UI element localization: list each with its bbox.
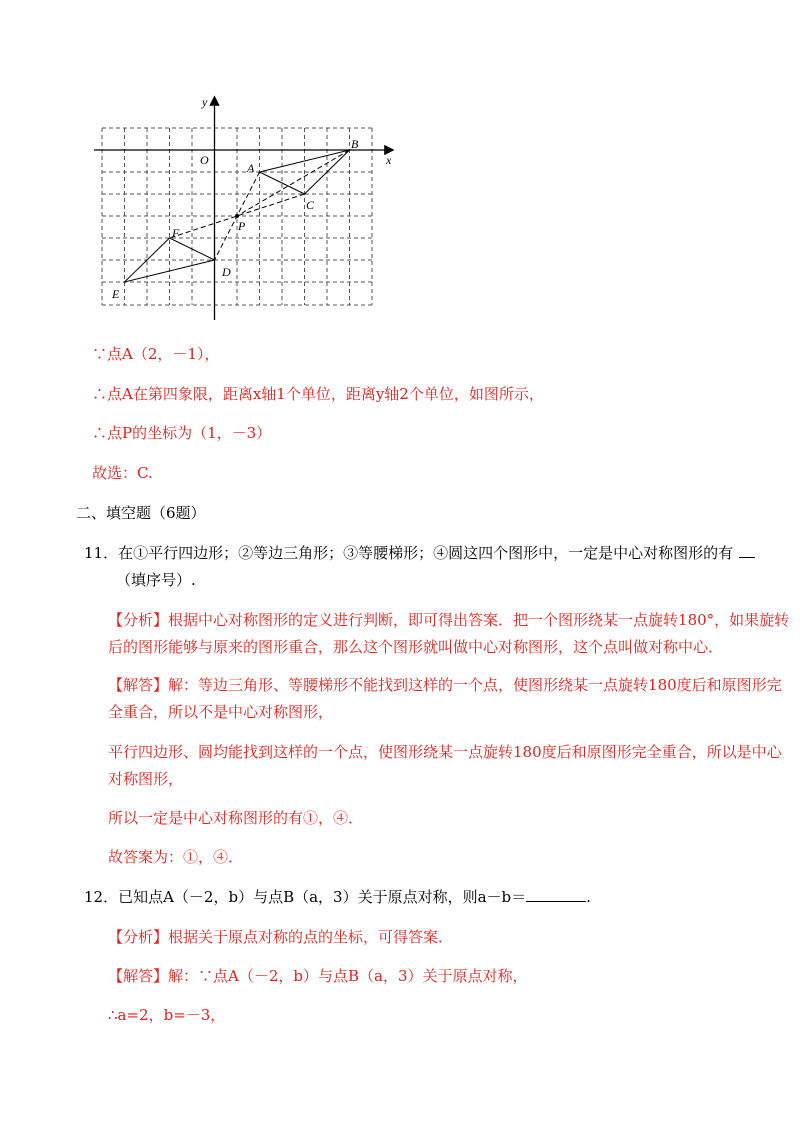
solution10-line2: ∴点A在第四象限，距离x轴1个单位，距离y轴2个单位，如图所示， [92,385,544,403]
origin-label: O [200,153,209,167]
label-a: A [247,161,255,175]
section-title: 二、填空题（6题） [76,504,206,522]
q11-text2: （填序号）. [116,571,196,589]
q11-analysis-text1: 根据中心对称图形的定义进行判断，即可得出答案．把一个图形绕某一点旋转180°，如果旋转 [168,611,790,629]
q11-answer-blank [739,556,755,558]
solution10-line1: ∵点A（2，－1）， [92,345,220,363]
label-d: D [222,265,231,279]
q11-answer-text1: 解：等边三角形、等腰梯形不能找到这样的一个点，使图形绕某一点旋转180度后和原图形完 [168,676,782,694]
q12-analysis-line1 [108,927,453,947]
q12-analysis-text1: 根据关于原点对称的点的坐标，可得答案． [168,928,454,946]
q11-answer-line4: 对称图形， [108,770,184,788]
q12-answer-blank [526,900,586,902]
q11-answer-line2: 全重合，所以不是中心对称图形， [108,703,334,721]
q11-analysis-line2: 后的图形能够与原来的图形重合，那么这个图形就叫做中心对称图形，这个点叫做对称中心． [108,638,724,656]
label-b: B [351,137,359,151]
q12-text-end: . [586,888,591,906]
q11-answer-line3: 平行四边形、圆均能找到这样的一个点，使图形绕某一点旋转180度后和原图形完全重合，所以是中心 [108,743,782,761]
q11-final-answer: 故答案为：①，④． [108,848,244,866]
y-axis-label: y [202,95,208,109]
q12-answer-text1: 解：∵点A（－2，b）与点B（a，3）关于原点对称， [168,967,528,985]
point-p-dot [235,214,239,218]
q11-answer-line1 [108,675,782,695]
q11-answer-tag: 【解答】 [108,676,169,694]
x-axis-label: x [386,153,392,167]
label-c: C [306,198,315,212]
label-p: P [238,219,246,233]
q12-text: 12．已知点A（－2，b）与点B（a，3）关于原点对称，则a－b＝ [84,888,527,906]
label-f: F [172,226,180,240]
solution10-line4: 故选：C. [92,464,153,482]
label-e: E [112,287,120,301]
q12-answer-tag: 【解答】 [108,967,169,985]
solution10-line3: ∴点P的坐标为（1，－3） [92,424,272,442]
q11-text: 11．在①平行四边形；②等边三角形；③等腰梯形；④圆这四个图形中，一定是中心对称图形的有 [84,544,734,562]
coordinate-figure [92,92,402,328]
q12-analysis-tag: 【分析】 [108,928,169,946]
q12-answer-line1 [108,966,528,986]
q11-answer-line5: 所以一定是中心对称图形的有①，④． [108,809,364,827]
q11-analysis-tag: 【分析】 [108,611,169,629]
q12-question [84,887,591,907]
grid-diagram [92,92,402,324]
q11-analysis-line1 [108,610,789,630]
q11-question [84,543,755,563]
q12-answer-line2: ∴a=2，b=－3， [108,1006,226,1024]
